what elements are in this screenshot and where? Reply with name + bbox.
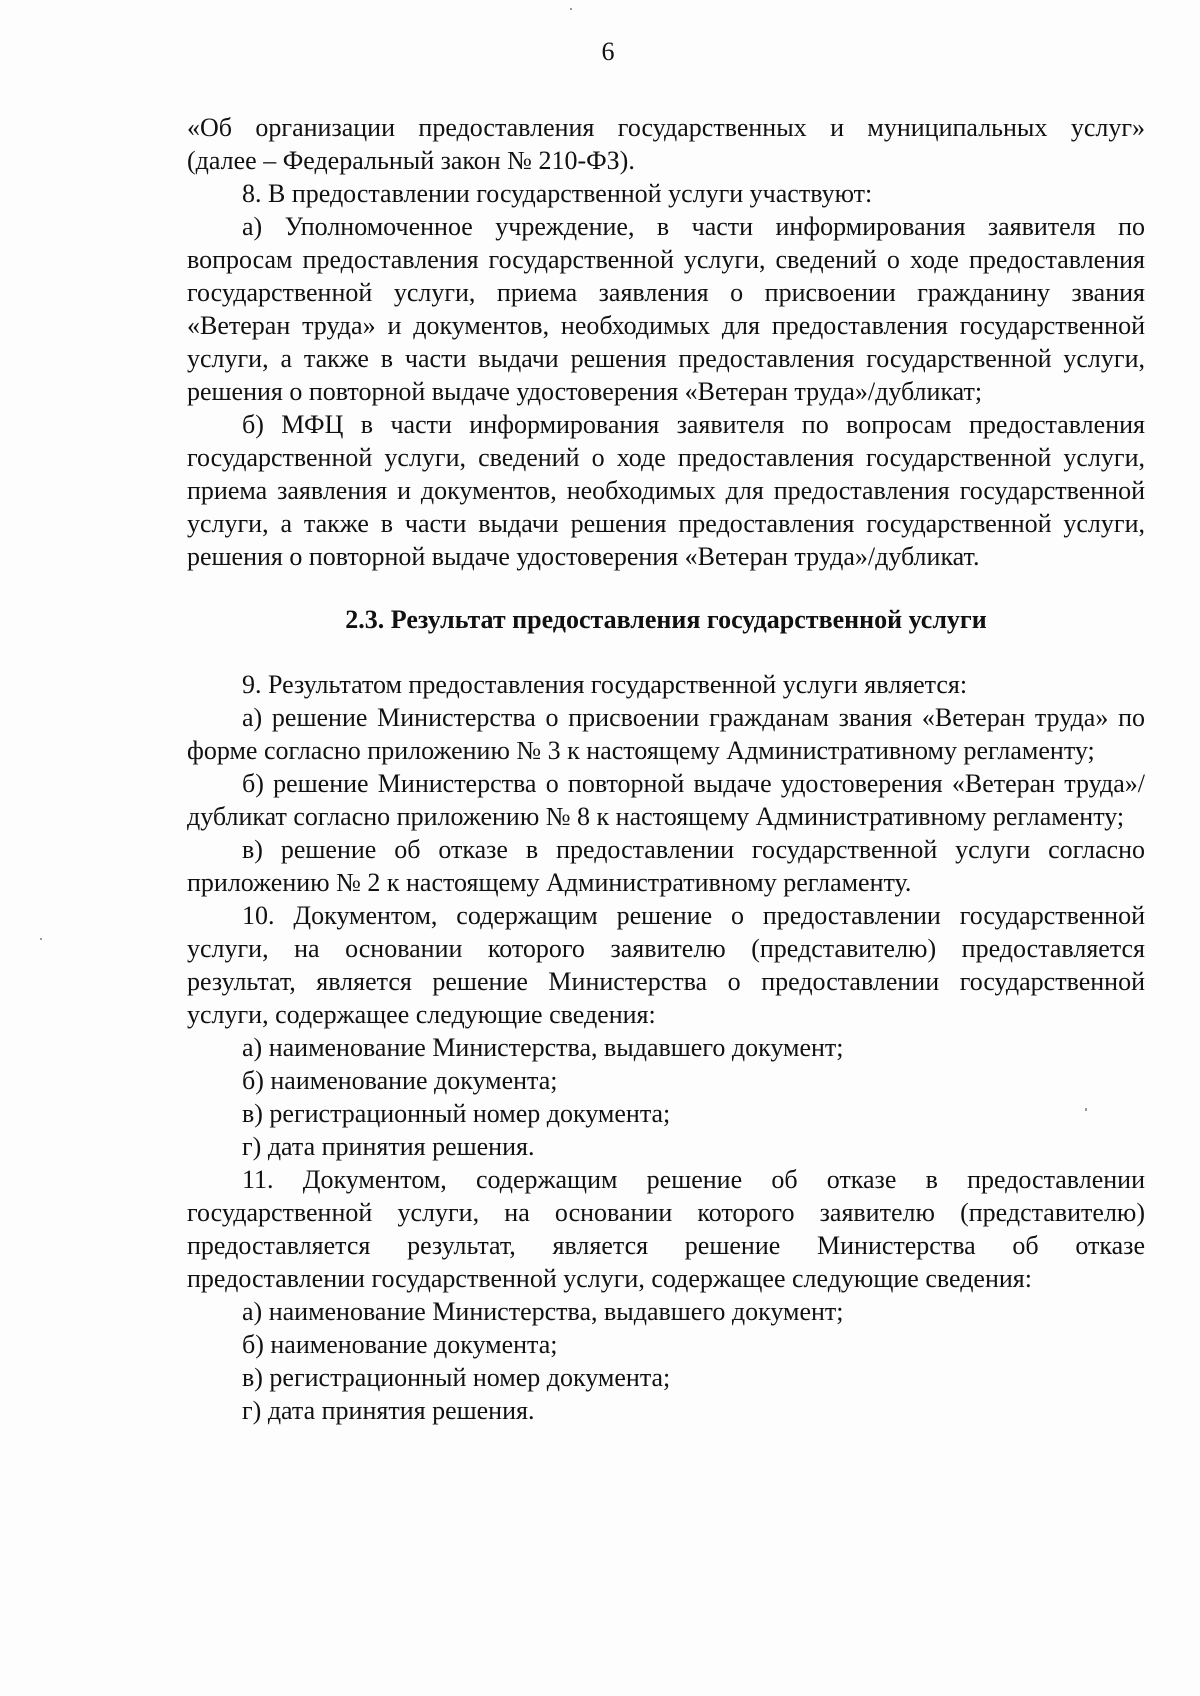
item-11-c: в) регистрационный номер документа; <box>242 1363 671 1392</box>
item-10-text: 10. Документом, содержащим решение о предоставлении государственной услуги, на основании которого заявителю (представителю) предоставляется результат, является решение Министерства о предоставлении государственной услуги, содержащее следующие сведения: <box>187 901 1145 1029</box>
item-9-b: б) решение Министерства о повторной выдаче удостоверения «Ветеран труда»/дубликат согласно приложению № 8 к настоящему Административному регламенту; <box>187 769 1145 831</box>
item-10-c: в) регистрационный номер документа; <box>242 1099 671 1128</box>
document-body <box>187 111 1145 1427</box>
item-8-b: б) МФЦ в части информирования заявителя по вопросам предоставления государственной услуги, сведений о ходе предоставления государственной услуги, приема заявления и документов, необходимых для предоставления государственной услуги, а также в части выдачи решения предоставления государственной услуги, решения о повторной выдаче удостоверения «Ветеран труда»/дубликат. <box>187 410 1145 571</box>
scan-speck <box>40 938 42 940</box>
item-11-a: а) наименование Министерства, выдавшего документ; <box>242 1297 844 1326</box>
item-9-lead: 9. Результатом предоставления государственной услуги является: <box>242 670 968 699</box>
item-9-a: а) решение Министерства о присвоении гражданам звания «Ветеран труда» по форме согласно приложению № 3 к настоящему Административному регламенту; <box>187 703 1145 765</box>
page-number: 6 <box>601 37 615 66</box>
item-11-b: б) наименование документа; <box>242 1330 558 1359</box>
item-8-lead: 8. В предоставлении государственной услуги участвуют: <box>242 179 873 208</box>
scan-speck <box>570 8 572 10</box>
item-10-a: а) наименование Министерства, выдавшего документ; <box>242 1033 844 1062</box>
item-10-d: г) дата принятия решения. <box>242 1132 535 1161</box>
intro-line-2: (далее – Федеральный закон № 210-ФЗ). <box>187 146 635 175</box>
item-9-c: в) решение об отказе в предоставлении государственной услуги согласно приложению № 2 к настоящему Административному регламенту. <box>187 835 1145 897</box>
item-8-a: а) Уполномоченное учреждение, в части информирования заявителя по вопросам предоставления государственной услуги, сведений о ходе предоставления государственной услуги, приема заявления о присвоении гражданину звания «Ветеран труда» и документов, необходимых для предоставления государственной услуги, а также в части выдачи решения предоставления государственной услуги, решения о повторной выдаче удостоверения «Ветеран труда»/дубликат; <box>187 212 1145 406</box>
item-11-text: 11. Документом, содержащим решение об отказе в предоставлении государственной услуги, на основании которого заявителю (представителю) предоставляется результат, является решение Министерства об отказе предоставлении государственной услуги, содержащее следующие сведения: <box>187 1165 1145 1293</box>
intro-line-1: «Об организации предоставления государственных и муниципальных услуг» <box>187 113 1145 142</box>
section-heading: 2.3. Результат предоставления государственной услуги <box>345 605 987 634</box>
item-10-b: б) наименование документа; <box>242 1066 558 1095</box>
item-11-d: г) дата принятия решения. <box>242 1396 535 1425</box>
